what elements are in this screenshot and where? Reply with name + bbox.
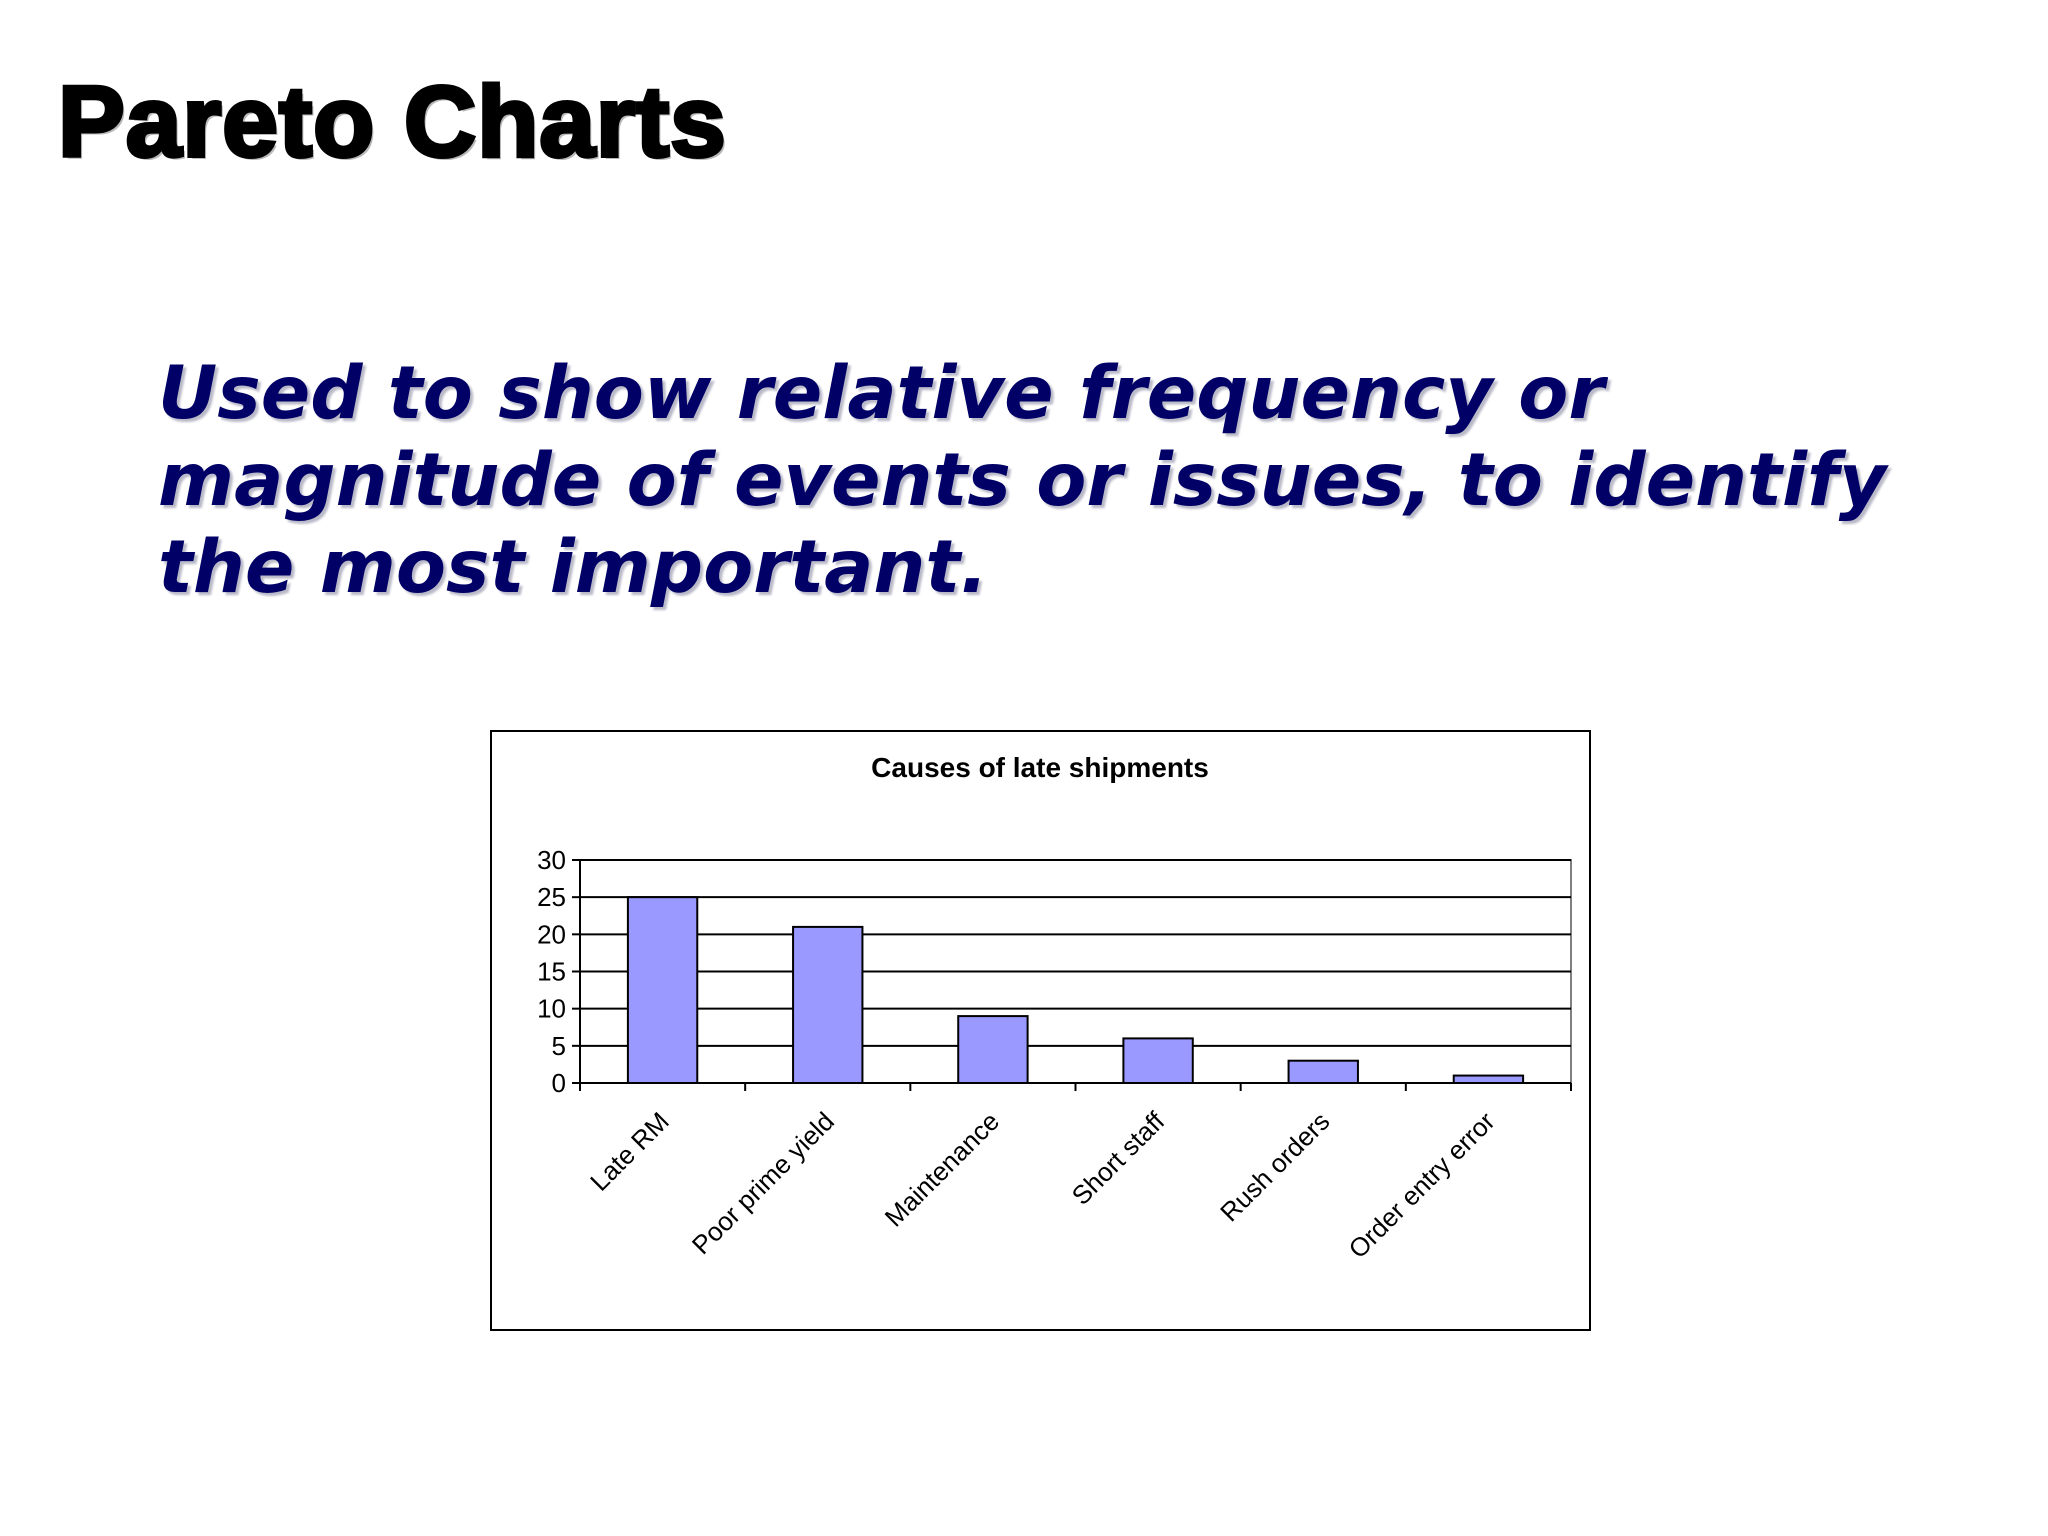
gridlines [580,860,1571,1083]
y-tick-label: 0 [551,1068,566,1098]
bar-rush-orders [1289,1061,1358,1083]
slide-body-text: Used to show relative frequency or magnitude of events or issues, to identify the most important. [158,351,1887,610]
bar-poor-prime-yield [793,927,862,1083]
axes [572,860,1571,1091]
bar-short-staff [1123,1038,1192,1083]
x-category-label: Poor prime yield [685,1106,840,1261]
x-category-label: Order entry error [1342,1106,1501,1265]
x-category-label: Rush orders [1214,1106,1336,1228]
x-category-label: Short staff [1065,1106,1171,1211]
y-tick-label: 30 [537,845,566,875]
bars [628,897,1523,1083]
y-tick-label: 20 [537,919,566,950]
bar-maintenance [958,1016,1027,1083]
bar-order-entry-error [1454,1076,1523,1083]
y-tick-label: 25 [537,882,566,913]
y-tick-label: 10 [537,993,566,1024]
pareto-chart [490,730,1591,1331]
bar-late-rm [628,897,697,1083]
chart-svg [492,732,1589,1329]
y-tick-label: 5 [551,1030,566,1061]
slide-title: Pareto Charts [58,66,727,178]
y-tick-label: 15 [537,956,566,987]
x-category-label: Late RM [584,1106,675,1197]
x-category-label: Maintenance [878,1106,1006,1233]
chart-title: Causes of late shipments [871,752,1209,783]
